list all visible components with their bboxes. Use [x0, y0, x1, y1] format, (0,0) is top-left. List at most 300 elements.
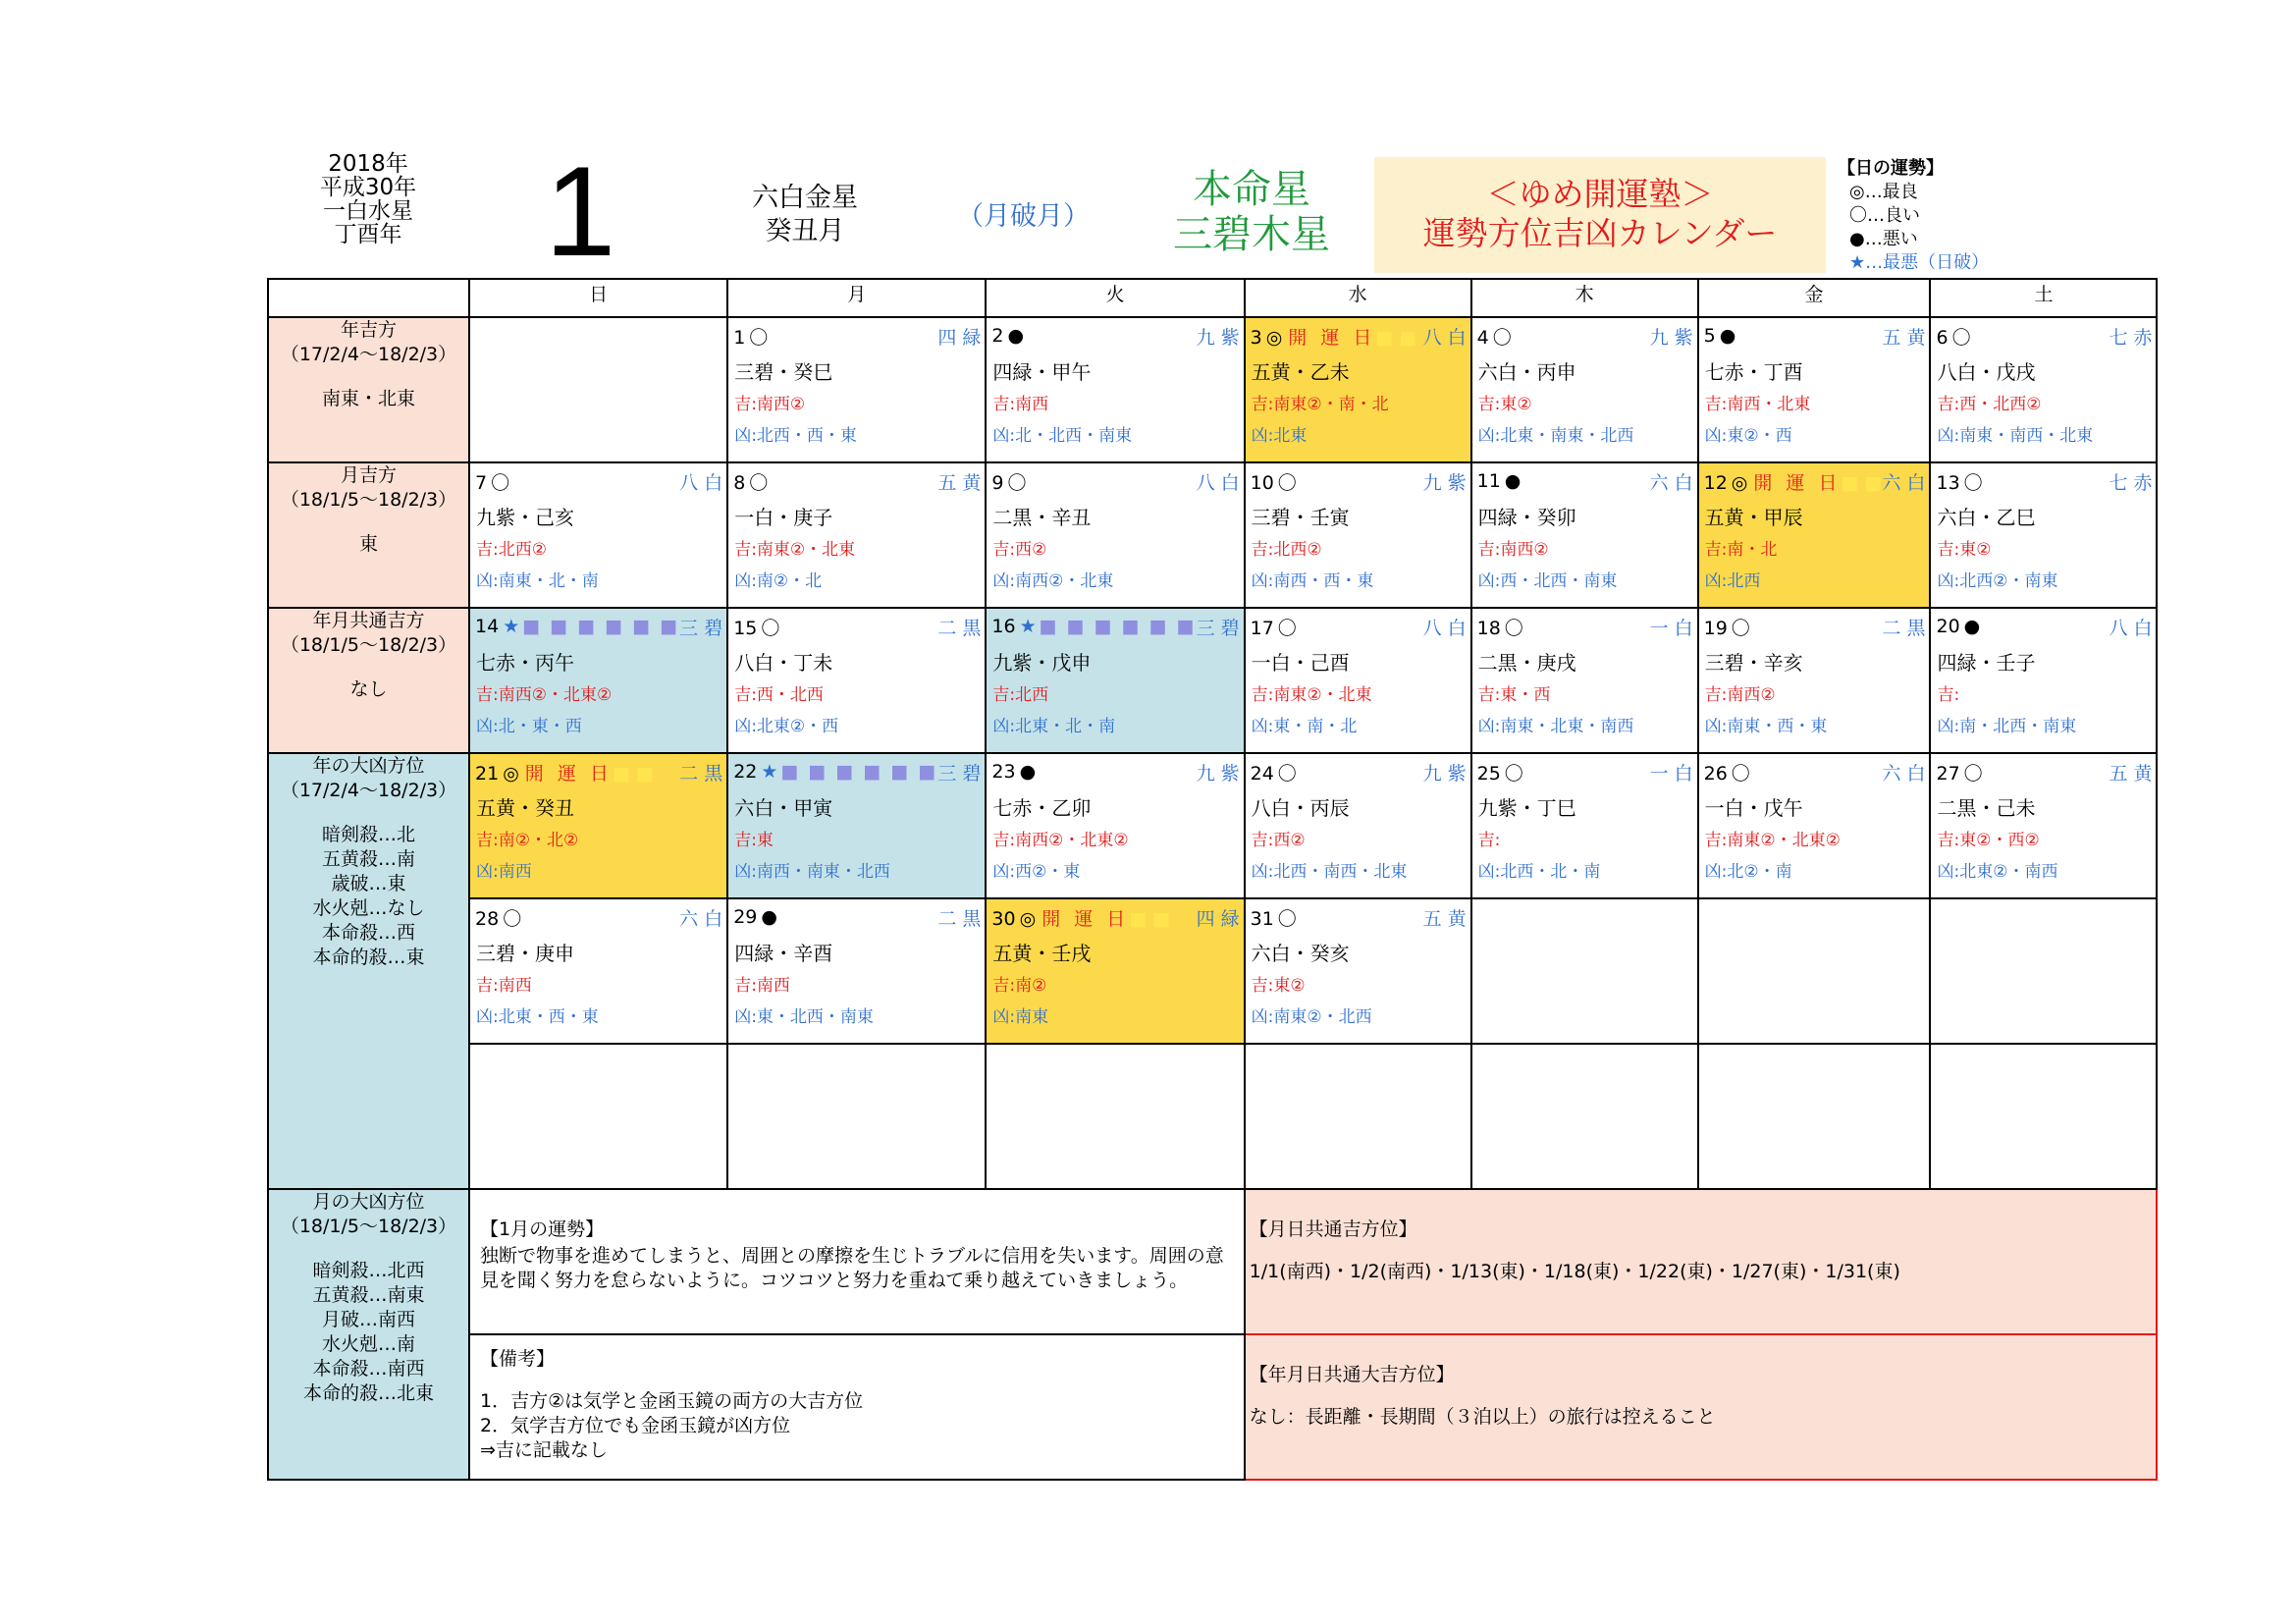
- day-kyo: 凶:南・北西・南東: [1937, 717, 2077, 736]
- day-kichi: 吉:北西②: [1251, 540, 1322, 560]
- day-cell-empty: [1930, 1044, 2157, 1189]
- day-kyusei: 四 緑: [937, 326, 982, 349]
- nengetsujitsu-content: [1246, 1335, 2157, 1430]
- fortune-mark-icon: ●: [1007, 325, 1025, 347]
- day-kichi: 吉:南西: [992, 395, 1049, 414]
- day-kanshi: 五黄・甲辰: [1704, 506, 1803, 529]
- day-kanshi: 一白・戊午: [1704, 796, 1803, 820]
- day-kanshi: 一白・己酉: [1251, 651, 1350, 675]
- side-period: （18/1/5～18/2/3）: [280, 489, 457, 511]
- day-kyo: 凶:南東: [992, 1007, 1049, 1027]
- day-cell-9[interactable]: [986, 462, 1244, 608]
- day-kanshi: 九紫・己亥: [476, 506, 574, 529]
- day-number-wrap: [1477, 470, 1522, 492]
- day-cell-2[interactable]: [986, 317, 1244, 462]
- fortune-mark-icon: ★: [761, 761, 781, 783]
- lucky-squares: ■ ■: [1375, 326, 1417, 349]
- day-cell-25[interactable]: [1471, 753, 1698, 898]
- day-number-wrap: [733, 614, 779, 640]
- day-kyo: 凶:北西・西・東: [734, 426, 857, 446]
- fortune-mark-icon: 〇: [749, 326, 769, 349]
- day-number: 8: [733, 471, 746, 494]
- day-kanshi: 七赤・丙午: [476, 651, 574, 675]
- day-kichi: 吉:西・北西: [734, 685, 824, 705]
- day-number: 9: [991, 471, 1004, 494]
- kyo-item: 水火剋…南: [321, 1333, 415, 1355]
- day-cell-7[interactable]: [469, 462, 727, 608]
- honmei-star: [1139, 167, 1364, 257]
- day-kyusei: 六 白: [1882, 471, 1926, 494]
- week-row-4: [268, 753, 2157, 898]
- day-cell-20[interactable]: [1930, 608, 2157, 753]
- legend-item-bad: ●…悪い: [1849, 229, 1918, 249]
- fortune-mark-icon: ●: [761, 906, 777, 928]
- week-row-6: [268, 1044, 2157, 1189]
- day-kanshi: 三碧・壬寅: [1251, 506, 1350, 529]
- day-kyusei: 八 白: [2109, 617, 2153, 639]
- fortune-mark-icon: 〇: [1277, 762, 1297, 785]
- day-number: 21: [475, 762, 500, 785]
- weekday-header-row: [268, 279, 2157, 317]
- weekday-tue: 火: [986, 279, 1244, 317]
- nengetsujitsu-title: 【年月日共通大吉方位】: [1249, 1364, 1455, 1385]
- day-kyo: 凶:南東・西・東: [1704, 717, 1828, 736]
- kyo-item: 本命的殺…北東: [302, 1382, 434, 1404]
- day-kanshi: 九紫・丁巳: [1477, 796, 1576, 820]
- day-number: 7: [475, 471, 488, 494]
- day-kanshi: 五黄・乙未: [1251, 360, 1350, 384]
- day-number-wrap: [1704, 468, 1883, 495]
- day-kanshi: 一白・庚子: [734, 506, 833, 529]
- lucky-squares: ■ ■: [612, 762, 654, 785]
- bottom-row-1: [268, 1189, 2157, 1334]
- day-header: [1931, 609, 2156, 641]
- day-kyusei: 四 緑: [1196, 907, 1240, 930]
- fortune-mark-icon: ◎: [1265, 326, 1283, 349]
- day-kyusei: 九 紫: [1196, 762, 1240, 785]
- heisei-line: 平成30年: [319, 175, 417, 200]
- side-title: 月の大凶方位: [312, 1191, 425, 1213]
- fortune-mark-icon: 〇: [1963, 762, 1983, 785]
- day-number-wrap: [475, 468, 509, 495]
- kyo-item: 暗剣殺…北: [321, 824, 415, 845]
- day-cell-18[interactable]: [1471, 608, 1698, 753]
- day-kyusei: 九 紫: [1422, 762, 1467, 785]
- side-nen-kyo: [268, 753, 469, 1189]
- day-number: 10: [1250, 471, 1274, 494]
- kyo-item: 水火剋…なし: [312, 897, 425, 919]
- day-header: [1699, 318, 1930, 351]
- day-kyusei: 五 黄: [937, 471, 982, 494]
- day-kichi: 吉:南東②・北東: [734, 540, 856, 560]
- day-cell-22[interactable]: [727, 753, 986, 898]
- day-kanshi: 二黒・庚戌: [1477, 651, 1576, 675]
- kyo-item: 本命殺…南西: [312, 1358, 425, 1380]
- day-kyusei: 二 黒: [1882, 617, 1926, 639]
- day-number-wrap: [991, 761, 1036, 783]
- day-header: [1472, 463, 1697, 496]
- month-number: 1: [545, 139, 616, 283]
- fortune-mark-icon: ●: [1019, 761, 1037, 783]
- lucky-day-label: 開 運 日: [1753, 471, 1842, 494]
- day-number-wrap: [475, 904, 521, 931]
- day-kanshi: 五黄・癸丑: [476, 796, 574, 820]
- side-period: （17/2/4～18/2/3）: [280, 780, 457, 801]
- day-number-wrap: [1251, 614, 1297, 640]
- day-kyusei: 一 白: [1649, 617, 1693, 639]
- day-cell-26[interactable]: [1698, 753, 1931, 898]
- day-cell-23[interactable]: [986, 753, 1244, 898]
- day-header: [987, 899, 1243, 932]
- notes-content: [470, 1335, 1244, 1463]
- day-kyo: 凶:南東②・北西: [1251, 1007, 1372, 1027]
- fortune-mark-icon: 〇: [1731, 617, 1750, 639]
- lucky-day-label: 開 運 日: [524, 762, 613, 785]
- day-kyo: 凶:南西②・北東: [992, 571, 1114, 591]
- day-header: [728, 318, 985, 351]
- day-cell-15[interactable]: [727, 608, 986, 753]
- side-period: （18/1/5～18/2/3）: [280, 634, 457, 656]
- week-row-5: [268, 898, 2157, 1044]
- day-kyo: 凶:北東: [1251, 426, 1308, 446]
- fortune-mark-icon: 〇: [1277, 617, 1297, 639]
- day-number-wrap: [733, 468, 768, 495]
- side-kyo-list: [269, 823, 468, 970]
- year-star-line: 一白水星: [323, 198, 413, 224]
- day-kyusei: 六 白: [679, 907, 723, 930]
- day-number: 26: [1703, 762, 1728, 785]
- day-kanshi: 四緑・壬子: [1937, 651, 2036, 675]
- day-cell-6[interactable]: [1930, 317, 2157, 462]
- kyo-item: 五黄殺…南東: [312, 1284, 425, 1306]
- day-kanshi: 八白・戊戌: [1937, 360, 2036, 384]
- day-number-wrap: [1936, 468, 1982, 495]
- day-number-wrap: [475, 759, 654, 785]
- day-kanshi: 二黒・己未: [1937, 796, 2036, 820]
- day-header: [1246, 463, 1470, 496]
- day-kichi: 吉:南西: [476, 976, 532, 996]
- day-cell-empty: [1698, 1044, 1931, 1189]
- day-header: [1699, 463, 1930, 496]
- day-cell-31[interactable]: [1245, 898, 1471, 1044]
- day-number-wrap: [733, 906, 777, 928]
- day-kanshi: 六白・甲寅: [734, 796, 833, 820]
- day-kyo: 凶:北西②・南東: [1937, 571, 2058, 591]
- day-cell-empty: [986, 1044, 1244, 1189]
- day-kyo: 凶:北東・北・南: [992, 717, 1116, 736]
- day-kichi: 吉:東②: [1937, 540, 1992, 560]
- day-kyusei: 二 黒: [937, 907, 982, 930]
- day-cell-24[interactable]: [1245, 753, 1471, 898]
- legend-title: 【日の運勢】: [1838, 158, 1944, 179]
- day-kyo: 凶:東②・西: [1704, 426, 1792, 446]
- nengetsujitsu-text: なし：長距離・長期間（３泊以上）の旅行は控えること: [1249, 1406, 1716, 1428]
- day-cell-empty: [1930, 898, 2157, 1044]
- day-cell-30[interactable]: [986, 898, 1244, 1044]
- day-header: [1472, 609, 1697, 641]
- day-kichi: 吉:東②: [1477, 395, 1532, 414]
- day-number-wrap: [1477, 614, 1523, 640]
- day-number: 27: [1936, 762, 1960, 785]
- day-cell-1[interactable]: [727, 317, 986, 462]
- day-kyo: 凶:西・北西・南東: [1477, 571, 1618, 591]
- day-number: 3: [1250, 326, 1262, 349]
- day-kyusei: 六 白: [1882, 762, 1926, 785]
- day-number-wrap: [1704, 759, 1750, 785]
- day-kyusei: 九 紫: [1649, 326, 1693, 349]
- gappa-label: （月破月）: [957, 201, 1090, 232]
- day-kichi: 吉:南西②・北東②: [476, 685, 613, 705]
- day-number-wrap: [1936, 759, 1982, 785]
- day-kyusei: 三 碧: [937, 762, 982, 785]
- day-kyusei: 五 黄: [1882, 326, 1926, 349]
- day-kanshi: 五黄・壬戌: [992, 942, 1092, 965]
- week-row-3: [268, 608, 2157, 753]
- legend-item-worst: ★…最悪（日破）: [1849, 252, 1990, 273]
- day-header: [1472, 754, 1697, 786]
- day-kichi: 吉:南②・北②: [476, 831, 579, 850]
- day-kichi: 吉:南東②・北東: [1251, 685, 1372, 705]
- day-kanshi: 二黒・辛丑: [992, 506, 1092, 529]
- day-kyusei: 九 紫: [1196, 326, 1240, 349]
- day-cell-10[interactable]: [1245, 462, 1471, 608]
- day-header: [1699, 754, 1930, 786]
- day-cell-17[interactable]: [1245, 608, 1471, 753]
- day-kanshi: 四緑・甲午: [992, 360, 1092, 384]
- day-number-wrap: [733, 323, 768, 350]
- day-kanshi: 八白・丙辰: [1251, 796, 1350, 820]
- fortune-mark-icon: 〇: [1731, 762, 1750, 785]
- day-header: [987, 754, 1243, 786]
- day-kanshi: 六白・乙巳: [1937, 506, 2036, 529]
- day-number: 18: [1476, 617, 1501, 639]
- title-line-1: ＜ゆめ開運塾＞: [1486, 175, 1714, 213]
- lucky-squares: ■ ■: [1841, 471, 1883, 494]
- day-cell-28[interactable]: [469, 898, 727, 1044]
- day-number: 2: [991, 325, 1004, 347]
- day-cell-14[interactable]: [469, 608, 727, 753]
- day-kyusei: 八 白: [1422, 326, 1467, 349]
- year-line: 2018年: [328, 151, 408, 177]
- day-kyo: 凶:北・東・西: [476, 717, 582, 736]
- day-header: [470, 609, 726, 641]
- day-kyo: 凶:南西・西・東: [1251, 571, 1374, 591]
- day-cell-19[interactable]: [1698, 608, 1931, 753]
- day-kyo: 凶:北西・北・南: [1477, 862, 1601, 882]
- day-header: [1931, 754, 2156, 786]
- day-number: 28: [475, 907, 500, 930]
- legend-item-good: 〇…良い: [1849, 205, 1920, 226]
- fortune-mark-icon: ●: [1963, 616, 1981, 637]
- day-kichi: 吉:西②: [1251, 831, 1306, 850]
- day-cell-empty: [1698, 898, 1931, 1044]
- day-kyusei: 六 白: [1649, 471, 1693, 494]
- day-cell-3[interactable]: [1245, 317, 1471, 462]
- bottom-row-2: [268, 1334, 2157, 1480]
- day-kichi: 吉:西②: [992, 540, 1047, 560]
- day-header: [470, 463, 726, 496]
- day-kyo: 凶:北東・南東・北西: [1477, 426, 1634, 446]
- year-info: [294, 152, 442, 246]
- fortune-mark-icon: ★: [1019, 616, 1040, 637]
- day-kanshi: 三碧・癸巳: [734, 360, 833, 384]
- day-number-wrap: [475, 616, 679, 637]
- getsujitsu-title: 【月日共通吉方位】: [1249, 1218, 1417, 1240]
- lucky-day-label: 開 運 日: [1041, 907, 1130, 930]
- corner-cell: [268, 279, 469, 317]
- day-header: [987, 318, 1243, 351]
- day-kyusei: 九 紫: [1422, 471, 1467, 494]
- day-cell-21[interactable]: [469, 753, 727, 898]
- month-kanshi-line: 癸丑月: [765, 216, 845, 246]
- side-value: 東: [358, 533, 378, 555]
- day-kyo: 凶:南東・北・南: [476, 571, 599, 591]
- kyo-item: 五黄殺…南: [321, 848, 415, 870]
- day-number: 13: [1936, 471, 1960, 494]
- day-kichi: 吉:東②: [1251, 976, 1306, 996]
- day-kyusei: 五 黄: [1422, 907, 1467, 930]
- day-kyusei: 三 碧: [1196, 617, 1240, 639]
- day-cell-27[interactable]: [1930, 753, 2157, 898]
- notes-line: ⇒吉に記載なし: [480, 1439, 608, 1461]
- day-number: 1: [733, 326, 746, 349]
- day-cell-12[interactable]: [1698, 462, 1931, 608]
- fortune-mark-icon: ●: [1504, 470, 1522, 492]
- year-kanshi-line: 丁酉年: [334, 222, 402, 247]
- day-kichi: 吉:南西②: [734, 395, 806, 414]
- day-number-wrap: [1704, 614, 1750, 640]
- day-header: [1246, 318, 1470, 351]
- day-kichi: 吉:南西②: [1477, 540, 1549, 560]
- notes-title: 【備考】: [480, 1348, 556, 1370]
- day-header: [987, 609, 1243, 641]
- fortune-mark-icon: 〇: [1504, 762, 1523, 785]
- fortune-mark-icon: 〇: [1277, 471, 1297, 494]
- weekday-fri: 金: [1698, 279, 1931, 317]
- day-kyo: 凶:南②・北: [734, 571, 823, 591]
- day-kanshi: 六白・癸亥: [1251, 942, 1350, 965]
- weekday-mon: 月: [727, 279, 986, 317]
- day-number: 17: [1250, 617, 1274, 639]
- legend-item-best: ◎…最良: [1849, 182, 1918, 202]
- day-kyusei: 八 白: [679, 471, 723, 494]
- day-number-wrap: [1477, 759, 1523, 785]
- day-number-wrap: [1936, 616, 1980, 637]
- day-kyo: 凶:東・南・北: [1251, 717, 1358, 736]
- day-kyo: 凶:北東②・西: [734, 717, 839, 736]
- day-kichi: 吉:南西②・北東②: [992, 831, 1129, 850]
- day-number: 24: [1250, 762, 1274, 785]
- weekday-thu: 木: [1471, 279, 1698, 317]
- fortune-mark-icon: 〇: [1951, 326, 1971, 349]
- day-cell-16[interactable]: [986, 608, 1244, 753]
- calendar-table: [267, 278, 2158, 1481]
- day-kanshi: 七赤・乙卯: [992, 796, 1092, 820]
- day-kichi: 吉:南②: [992, 976, 1047, 996]
- day-header: [728, 463, 985, 496]
- day-kyo: 凶:北西: [1704, 571, 1761, 591]
- day-cell-empty: [469, 317, 727, 462]
- monthly-fortune-content: [470, 1190, 1244, 1293]
- day-cell-13[interactable]: [1930, 462, 2157, 608]
- notes-line: 1．吉方②は気学と金函玉鏡の両方の大吉方位: [480, 1390, 864, 1412]
- day-number: 19: [1703, 617, 1728, 639]
- day-kyusei: 七 赤: [2109, 471, 2153, 494]
- notes-line: 2．気学吉方位でも金函玉鏡が凶方位: [480, 1415, 791, 1436]
- day-kanshi: 七赤・丁酉: [1704, 360, 1803, 384]
- day-header: [728, 899, 985, 932]
- getsujitsu-content: [1246, 1190, 2157, 1284]
- title-line-2: 運勢方位吉凶カレンダー: [1422, 214, 1778, 252]
- kyo-item: 月破…南西: [321, 1309, 415, 1330]
- day-number: 11: [1476, 470, 1501, 492]
- day-kichi: 吉:: [1477, 831, 1501, 850]
- fortune-mark-icon: ★: [503, 616, 523, 637]
- day-cell-5[interactable]: [1698, 317, 1931, 462]
- day-cell-empty: [469, 1044, 727, 1189]
- day-cell-4[interactable]: [1471, 317, 1698, 462]
- day-header: [1931, 318, 2156, 351]
- side-title: 年の大凶方位: [312, 755, 425, 777]
- day-number-wrap: [1251, 323, 1417, 350]
- day-kyo: 凶:東・北西・南東: [734, 1007, 874, 1027]
- day-kichi: 吉:西・北西②: [1937, 395, 2042, 414]
- day-cell-8[interactable]: [727, 462, 986, 608]
- day-number: 14: [475, 616, 500, 637]
- fortune-mark-icon: ◎: [1019, 907, 1037, 930]
- day-kyo: 凶:北西・南西・北東: [1251, 862, 1408, 882]
- getsujitsu-box: [1245, 1189, 2158, 1334]
- side-value: なし: [349, 678, 388, 700]
- day-cell-11[interactable]: [1471, 462, 1698, 608]
- side-title: 年吉方: [340, 319, 397, 341]
- month-star-line: 六白金星: [752, 183, 858, 213]
- day-header: [728, 754, 985, 786]
- side-getsu-kyo: [268, 1189, 469, 1480]
- kyo-item: 本命殺…西: [321, 922, 415, 944]
- day-kichi: 吉:北西②: [476, 540, 547, 560]
- day-kanshi: 六白・丙申: [1477, 360, 1576, 384]
- fortune-mark-icon: 〇: [1504, 617, 1523, 639]
- day-number: 6: [1936, 326, 1949, 349]
- fortune-mark-icon: ◎: [503, 762, 519, 785]
- day-number: 30: [991, 907, 1016, 930]
- day-cell-29[interactable]: [727, 898, 986, 1044]
- day-number-wrap: [991, 904, 1170, 931]
- side-period: （18/1/5～18/2/3）: [280, 1216, 457, 1237]
- day-kyo: 凶:南東・南西・北東: [1937, 426, 2094, 446]
- fortune-mark-icon: ●: [1719, 325, 1736, 347]
- day-kichi: 吉:南西・北東: [1704, 395, 1811, 414]
- day-kichi: 吉:東・西: [1477, 685, 1551, 705]
- month-star: [731, 182, 879, 248]
- day-kichi: 吉:南西②: [1704, 685, 1776, 705]
- fortune-mark-icon: 〇: [761, 617, 780, 639]
- monthly-fortune-box: [469, 1189, 1245, 1334]
- kyo-item: 歳破…東: [331, 873, 406, 894]
- day-number: 12: [1703, 471, 1728, 494]
- side-period: （17/2/4～18/2/3）: [280, 344, 457, 365]
- day-kyo: 凶:北東②・南西: [1937, 862, 2058, 882]
- worst-squares: ■ ■ ■ ■ ■ ■: [1039, 616, 1197, 637]
- day-number: 15: [733, 617, 758, 639]
- day-number-wrap: [1936, 323, 1970, 350]
- worst-squares: ■ ■ ■ ■ ■ ■: [522, 616, 680, 637]
- side-value: 南東・北東: [321, 388, 415, 409]
- fortune-mark-icon: 〇: [1963, 471, 1983, 494]
- day-number: 4: [1476, 326, 1489, 349]
- day-kyo: 凶:北・北西・南東: [992, 426, 1133, 446]
